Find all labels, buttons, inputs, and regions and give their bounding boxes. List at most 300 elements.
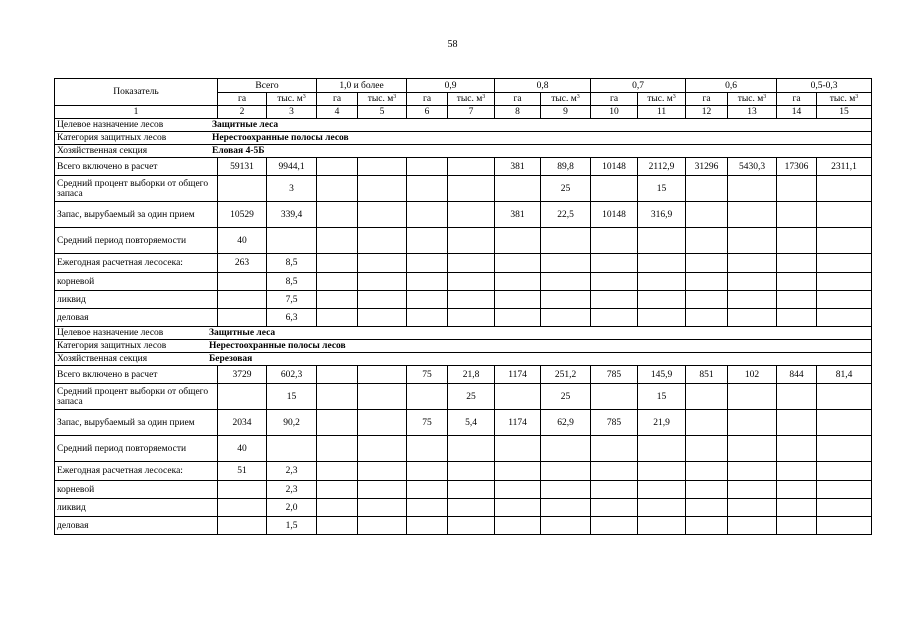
table-cell (777, 481, 817, 499)
table-cell (317, 499, 358, 517)
table-cell (358, 158, 407, 176)
table-cell (218, 384, 267, 410)
section-info-key: Хозяйственная секция (57, 146, 148, 156)
table-cell (407, 309, 448, 327)
unit-ha: га (591, 93, 638, 106)
table-cell: 40 (218, 436, 267, 462)
section-info-row (55, 327, 872, 340)
table-cell (817, 273, 872, 291)
table-cell (495, 254, 541, 273)
header-group: 0,8 (495, 79, 591, 93)
table-cell (218, 273, 267, 291)
unit-volume (728, 93, 777, 106)
table-cell (817, 410, 872, 436)
table-row (55, 384, 872, 410)
section-info (57, 353, 869, 365)
table-cell (686, 517, 728, 535)
table-cell (686, 273, 728, 291)
table-cell (728, 436, 777, 462)
table-cell (317, 481, 358, 499)
table-cell (591, 309, 638, 327)
table-row (55, 158, 872, 176)
table-cell (686, 410, 728, 436)
table-cell (817, 462, 872, 481)
table-cell: 90,2 (267, 410, 317, 436)
table-cell: 3729 (218, 366, 267, 384)
table-cell: 10148 (591, 158, 638, 176)
header-group: 0,6 (686, 79, 777, 93)
table-cell: 2034 (218, 410, 267, 436)
unit-volume-sup: 3 (672, 94, 676, 100)
column-number: 5 (358, 106, 407, 119)
table-cell: 5,4 (448, 410, 495, 436)
table-cell: 10529 (218, 202, 267, 228)
table-cell: 75 (407, 366, 448, 384)
unit-volume-sup: 3 (576, 94, 580, 100)
table-cell: 102 (728, 366, 777, 384)
table-cell (777, 499, 817, 517)
table-cell (448, 254, 495, 273)
unit-volume-text: тыс. м (551, 94, 577, 104)
section-info-value: Еловая 4-5Б (212, 146, 265, 156)
table-cell (407, 158, 448, 176)
table-cell (407, 202, 448, 228)
table-row (55, 291, 872, 309)
table-cell: 2112,9 (638, 158, 686, 176)
table-cell: 17306 (777, 158, 817, 176)
column-number: 12 (686, 106, 728, 119)
table-cell: 1174 (495, 366, 541, 384)
table-cell (777, 228, 817, 254)
unit-ha: га (407, 93, 448, 106)
table-cell (638, 273, 686, 291)
table-cell (218, 291, 267, 309)
table-cell (777, 291, 817, 309)
unit-ha: га (495, 93, 541, 106)
header-row-numbers (55, 106, 872, 119)
table-row (55, 202, 872, 228)
table-cell (317, 309, 358, 327)
table-cell: 31296 (686, 158, 728, 176)
table-cell (317, 517, 358, 535)
row-label: Средний период повторяемости (55, 228, 218, 254)
table-cell: 51 (218, 462, 267, 481)
row-label: корневой (55, 273, 218, 291)
section-info-key: Категория защитных лесов (57, 133, 167, 143)
table-cell: 25 (541, 176, 591, 202)
table-cell (448, 176, 495, 202)
table-cell (541, 462, 591, 481)
table-cell (591, 273, 638, 291)
table-cell (218, 499, 267, 517)
table-cell (686, 384, 728, 410)
section-info-key: Целевое назначение лесов (57, 328, 164, 338)
section-info (57, 145, 869, 157)
table-cell (448, 309, 495, 327)
section-info-cell (55, 340, 872, 353)
forest-cutting-table (54, 78, 872, 535)
table-cell (358, 228, 407, 254)
table-cell (495, 499, 541, 517)
table-cell: 5430,3 (728, 158, 777, 176)
section-info-value: Нерестоохранные полосы лесов (212, 133, 349, 143)
table-cell (817, 176, 872, 202)
header-group: 0,5-0,3 (777, 79, 872, 93)
table-cell (495, 291, 541, 309)
table-cell (218, 309, 267, 327)
table-cell: 381 (495, 158, 541, 176)
table-cell (817, 291, 872, 309)
table-cell (686, 499, 728, 517)
table-cell (728, 462, 777, 481)
table-cell (728, 273, 777, 291)
table-cell (591, 254, 638, 273)
section-info (57, 132, 869, 144)
table-cell (686, 254, 728, 273)
table-cell (218, 176, 267, 202)
table-cell (541, 228, 591, 254)
table-cell (358, 176, 407, 202)
unit-volume (267, 93, 317, 106)
table-cell (358, 273, 407, 291)
unit-volume-text: тыс. м (829, 94, 856, 104)
column-number: 8 (495, 106, 541, 119)
table-row (55, 176, 872, 202)
table-cell (817, 309, 872, 327)
table-cell (448, 462, 495, 481)
unit-ha: га (777, 93, 817, 106)
table-cell (358, 410, 407, 436)
table-cell: 785 (591, 410, 638, 436)
table-row (55, 499, 872, 517)
table-cell (777, 273, 817, 291)
table-cell (495, 228, 541, 254)
table-cell (267, 228, 317, 254)
table-cell: 6,3 (267, 309, 317, 327)
section-info-value: Защитные леса (212, 120, 279, 130)
header-group: 1,0 и более (317, 79, 407, 93)
table-cell (317, 436, 358, 462)
row-label: Ежегодная расчетная лесосека: (55, 254, 218, 273)
table-cell (317, 202, 358, 228)
table-cell (317, 462, 358, 481)
table-cell: 381 (495, 202, 541, 228)
table-cell (777, 410, 817, 436)
table-cell (817, 202, 872, 228)
table-cell (358, 517, 407, 535)
table-cell (541, 273, 591, 291)
table-cell (495, 176, 541, 202)
header-group: 0,9 (407, 79, 495, 93)
table-cell (407, 254, 448, 273)
table-cell (638, 481, 686, 499)
table-cell (591, 291, 638, 309)
column-number: 9 (541, 106, 591, 119)
table-cell (728, 481, 777, 499)
table-cell: 15 (638, 384, 686, 410)
table-cell (638, 291, 686, 309)
table-cell (495, 436, 541, 462)
unit-volume-text: тыс. м (367, 94, 394, 104)
table-cell (686, 309, 728, 327)
unit-volume (358, 93, 407, 106)
table-cell (638, 436, 686, 462)
page-number: 58 (447, 39, 458, 50)
table-cell (777, 254, 817, 273)
table-cell: 75 (407, 410, 448, 436)
table-cell (541, 436, 591, 462)
table-cell (317, 228, 358, 254)
table-cell (817, 481, 872, 499)
unit-volume (638, 93, 686, 106)
column-number: 10 (591, 106, 638, 119)
section-info-row (55, 353, 872, 366)
section-info-key: Целевое назначение лесов (57, 120, 164, 130)
row-label: Всего включено в расчет (55, 366, 218, 384)
section-info-row (55, 145, 872, 158)
table-cell (591, 176, 638, 202)
table-cell (358, 366, 407, 384)
table-cell: 10148 (591, 202, 638, 228)
table-cell: 1174 (495, 410, 541, 436)
table-cell (541, 291, 591, 309)
header-group: 0,7 (591, 79, 686, 93)
table-cell (358, 384, 407, 410)
table-cell (495, 462, 541, 481)
column-number: 15 (817, 106, 872, 119)
row-label: Средний период повторяемости (55, 436, 218, 462)
section-info-value: Защитные леса (209, 328, 276, 338)
table-cell (777, 436, 817, 462)
table-cell (817, 499, 872, 517)
section-info-cell (55, 132, 872, 145)
table-cell (495, 517, 541, 535)
table-cell (358, 254, 407, 273)
table-cell (218, 517, 267, 535)
table-row (55, 462, 872, 481)
table-cell (541, 254, 591, 273)
table-cell (448, 291, 495, 309)
section-info-cell (55, 327, 872, 340)
table-cell (495, 481, 541, 499)
table-cell (358, 481, 407, 499)
table-cell (777, 517, 817, 535)
table-cell: 145,9 (638, 366, 686, 384)
table-cell (591, 436, 638, 462)
table-cell (638, 499, 686, 517)
table-cell (358, 499, 407, 517)
section-info-row (55, 340, 872, 353)
table-cell: 2,3 (267, 462, 317, 481)
table-cell (686, 436, 728, 462)
table-cell (317, 410, 358, 436)
table-cell: 7,5 (267, 291, 317, 309)
table-row (55, 481, 872, 499)
table-cell: 851 (686, 366, 728, 384)
table-cell (407, 228, 448, 254)
table-cell (777, 462, 817, 481)
table-cell (407, 273, 448, 291)
table-cell: 59131 (218, 158, 267, 176)
table-cell: 339,4 (267, 202, 317, 228)
table-cell (317, 158, 358, 176)
table-cell (728, 228, 777, 254)
table-cell: 251,2 (541, 366, 591, 384)
table-cell (777, 384, 817, 410)
table-cell (495, 273, 541, 291)
table-cell (638, 462, 686, 481)
table-cell (777, 176, 817, 202)
table-cell (728, 291, 777, 309)
table-cell (777, 202, 817, 228)
row-label: Всего включено в расчет (55, 158, 218, 176)
table-cell (407, 499, 448, 517)
row-label: Средний процент выборки от общего запаса (55, 176, 218, 202)
table-cell (317, 254, 358, 273)
unit-volume-sup: 3 (393, 94, 397, 100)
unit-volume-text: тыс. м (456, 94, 483, 104)
table-cell (817, 517, 872, 535)
section-info-cell (55, 353, 872, 366)
column-number: 3 (267, 106, 317, 119)
table-cell: 22,5 (541, 202, 591, 228)
table-cell (448, 228, 495, 254)
header-group: Всего (218, 79, 317, 93)
section-info-cell (55, 119, 872, 132)
table-cell: 40 (218, 228, 267, 254)
header-row-groups (55, 79, 872, 93)
table-cell (317, 384, 358, 410)
table-cell (817, 228, 872, 254)
table-cell (686, 202, 728, 228)
table-cell (817, 254, 872, 273)
table-cell (686, 176, 728, 202)
unit-volume (541, 93, 591, 106)
table-row (55, 517, 872, 535)
column-number: 13 (728, 106, 777, 119)
row-label: корневой (55, 481, 218, 499)
row-label: Запас, вырубаемый за один прием (55, 202, 218, 228)
table-cell (591, 481, 638, 499)
table-cell (541, 517, 591, 535)
table-cell: 602,3 (267, 366, 317, 384)
unit-volume-sup: 3 (482, 94, 486, 100)
table-cell (541, 309, 591, 327)
table-cell (448, 273, 495, 291)
row-label: ликвид (55, 499, 218, 517)
table-cell (728, 254, 777, 273)
table-cell: 2311,1 (817, 158, 872, 176)
table-row (55, 273, 872, 291)
unit-volume-sup: 3 (763, 94, 767, 100)
table-cell (317, 291, 358, 309)
column-number: 4 (317, 106, 358, 119)
table-cell (267, 436, 317, 462)
table-cell (686, 228, 728, 254)
column-number: 2 (218, 106, 267, 119)
section-info-key: Категория защитных лесов (57, 341, 167, 351)
table-cell (686, 462, 728, 481)
table-cell (407, 291, 448, 309)
table-cell (728, 499, 777, 517)
table-row (55, 228, 872, 254)
table-row (55, 366, 872, 384)
column-number: 1 (55, 106, 218, 119)
table-cell: 844 (777, 366, 817, 384)
table-cell (407, 462, 448, 481)
column-number: 14 (777, 106, 817, 119)
unit-volume-sup: 3 (855, 94, 859, 100)
table-row (55, 410, 872, 436)
table-cell: 15 (267, 384, 317, 410)
row-label: ликвид (55, 291, 218, 309)
table-cell (591, 517, 638, 535)
table-cell: 25 (448, 384, 495, 410)
table-cell: 785 (591, 366, 638, 384)
table-cell (495, 384, 541, 410)
table-cell (448, 202, 495, 228)
row-label: Запас, вырубаемый за один прием (55, 410, 218, 436)
table-cell (728, 384, 777, 410)
table-cell (541, 499, 591, 517)
section-info-row (55, 132, 872, 145)
table-row (55, 254, 872, 273)
table-cell (358, 462, 407, 481)
table-cell: 15 (638, 176, 686, 202)
table-cell (407, 436, 448, 462)
table-cell: 8,5 (267, 254, 317, 273)
table-cell (638, 254, 686, 273)
table-cell: 81,4 (817, 366, 872, 384)
table-cell (728, 176, 777, 202)
table-cell (317, 176, 358, 202)
table-cell (591, 384, 638, 410)
section-info-value: Березовая (209, 354, 253, 364)
table-cell: 62,9 (541, 410, 591, 436)
row-label: Средний процент выборки от общего запаса (55, 384, 218, 410)
row-label: деловая (55, 517, 218, 535)
table-cell (358, 309, 407, 327)
table-cell (218, 481, 267, 499)
column-number: 7 (448, 106, 495, 119)
table-cell (407, 517, 448, 535)
unit-volume-text: тыс. м (277, 94, 303, 104)
row-label: деловая (55, 309, 218, 327)
table-cell (448, 517, 495, 535)
table-cell: 89,8 (541, 158, 591, 176)
table-cell (541, 481, 591, 499)
section-info (57, 327, 869, 339)
table-row (55, 309, 872, 327)
table-cell (777, 309, 817, 327)
table-cell (448, 436, 495, 462)
header-indicator: Показатель (55, 79, 218, 106)
table-cell (358, 436, 407, 462)
table-cell (591, 462, 638, 481)
table-cell (591, 228, 638, 254)
table-cell (358, 291, 407, 309)
section-info-cell (55, 145, 872, 158)
table-cell (728, 517, 777, 535)
unit-volume-sup: 3 (302, 94, 306, 100)
table-cell (407, 176, 448, 202)
unit-ha: га (218, 93, 267, 106)
table-cell (448, 158, 495, 176)
section-info (57, 119, 869, 131)
table-cell (448, 499, 495, 517)
section-info-row (55, 119, 872, 132)
table-cell (638, 228, 686, 254)
